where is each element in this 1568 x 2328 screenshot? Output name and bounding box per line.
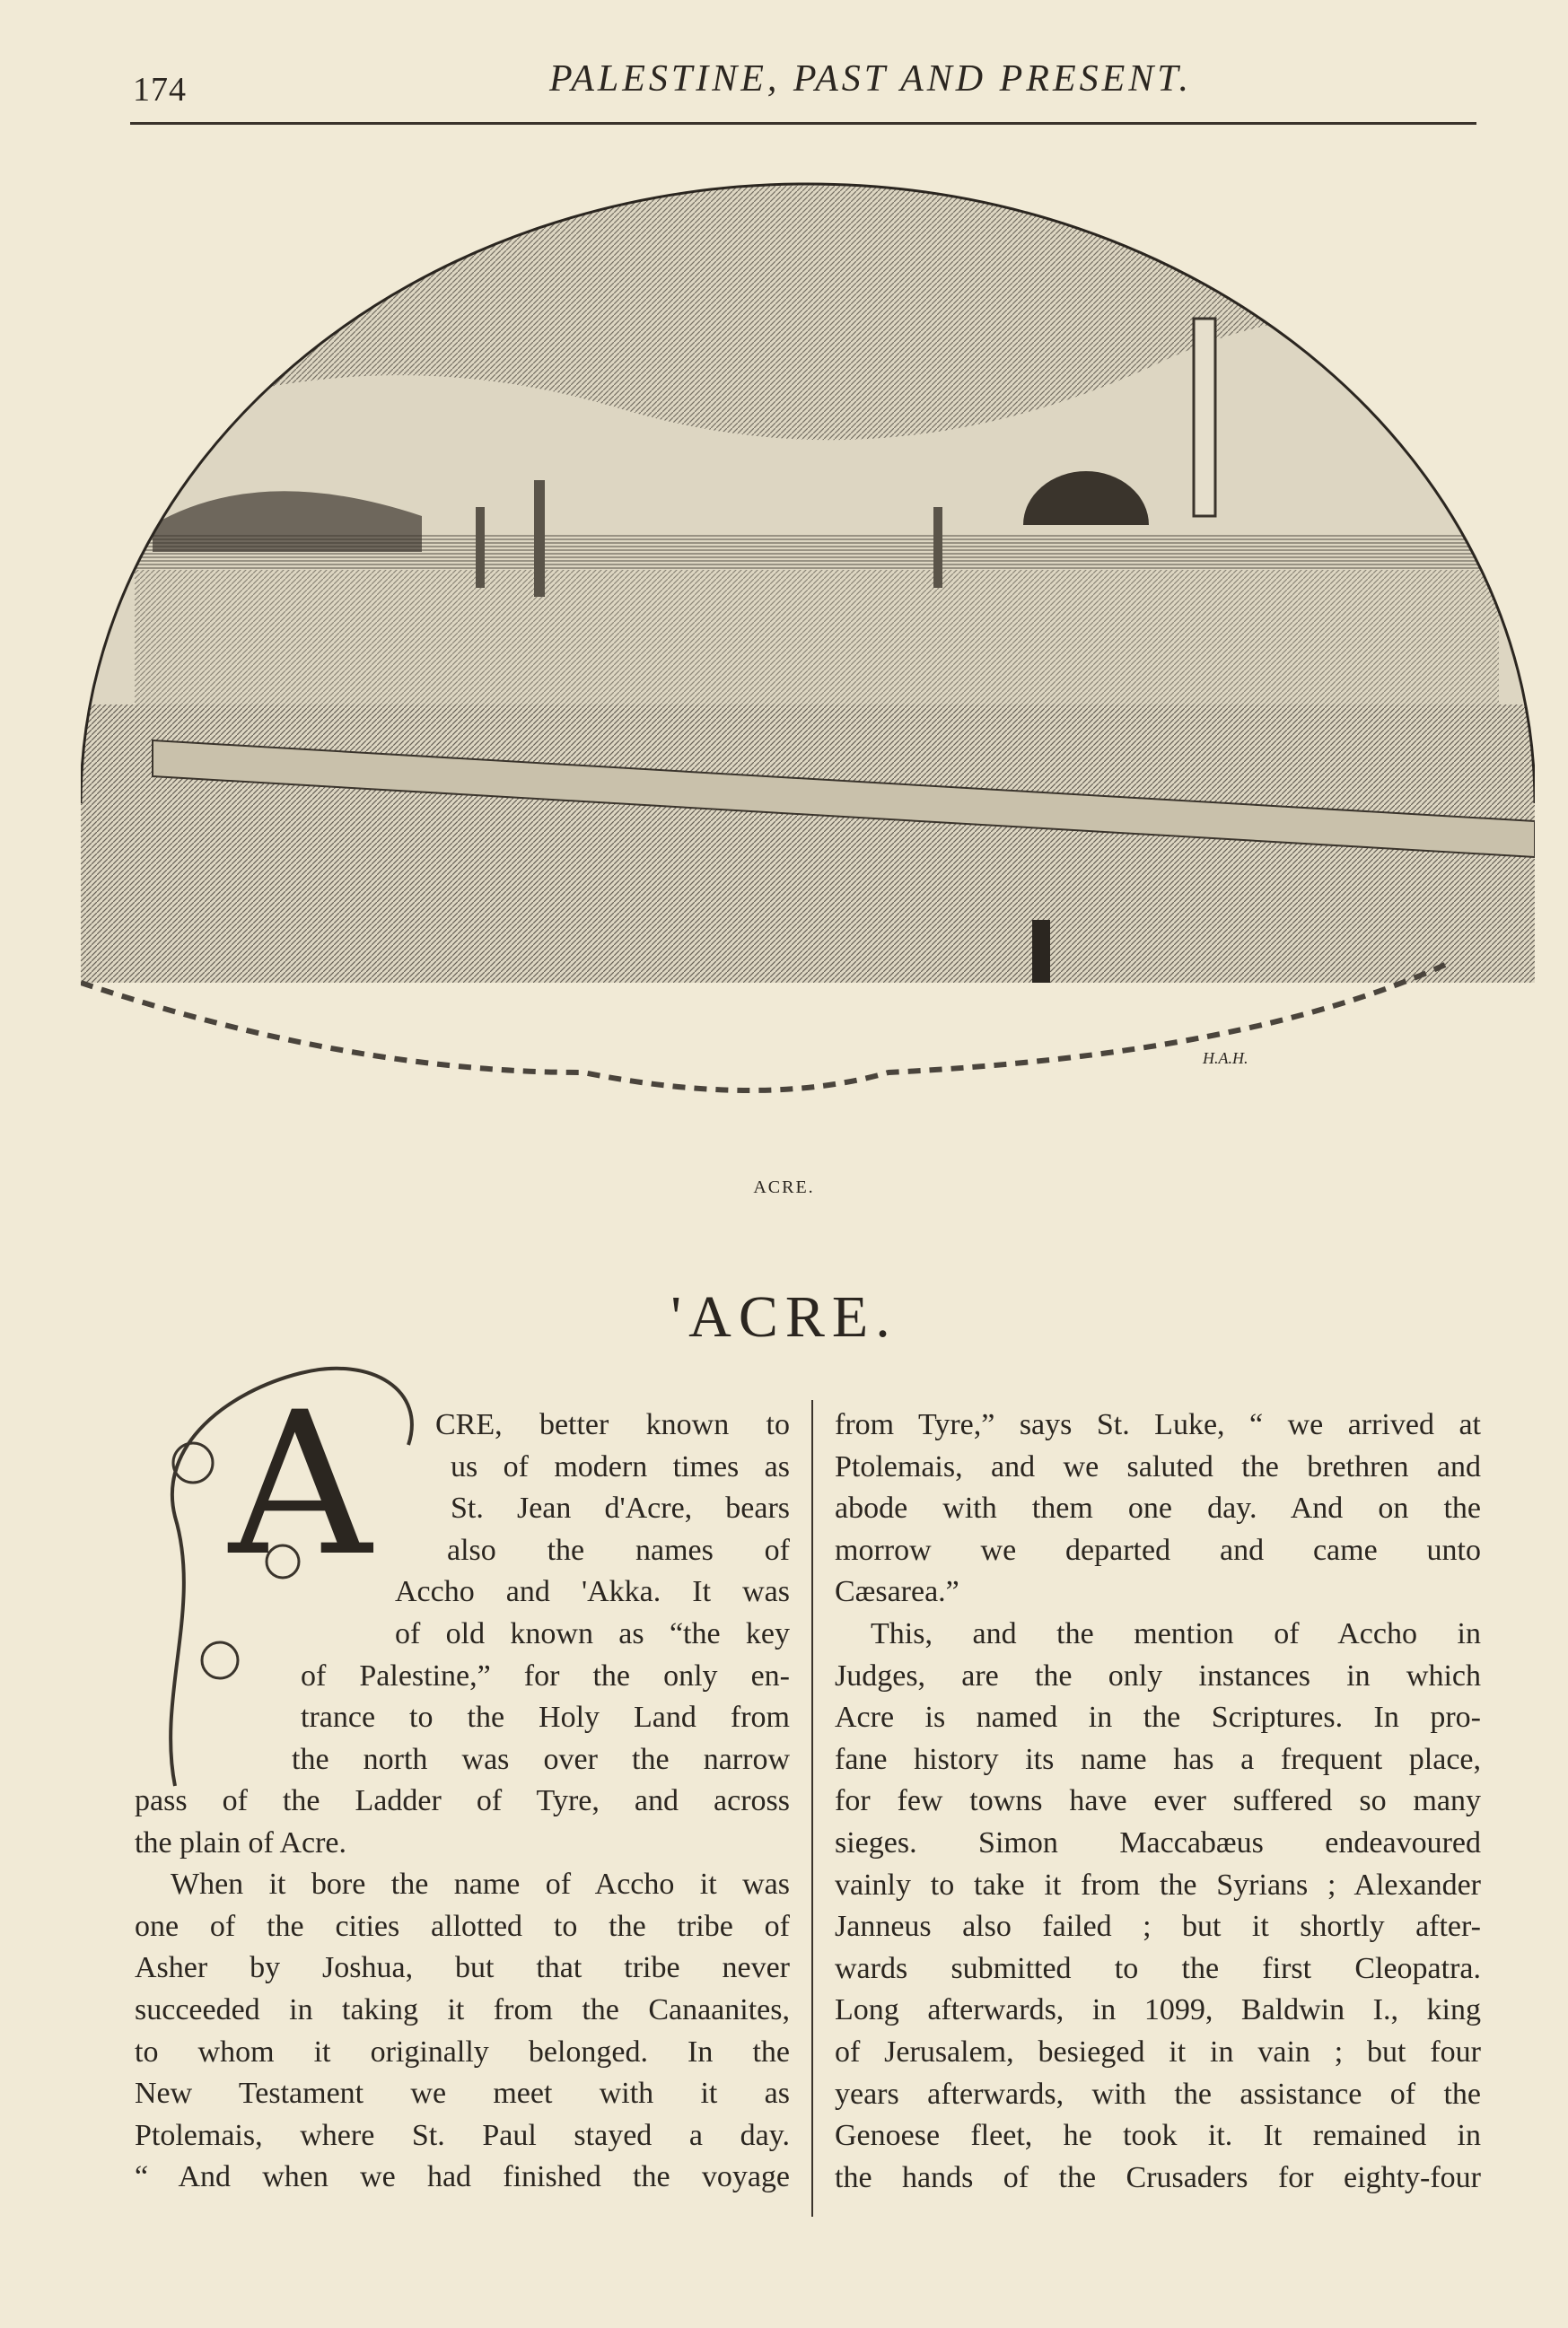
text-line: Cæsarea.”: [835, 1575, 959, 1609]
text-line: wards submitted to the first Cleopatra.: [835, 1951, 1481, 1985]
text-line: also the names of: [447, 1533, 790, 1567]
page-number: 174: [133, 71, 187, 109]
text-line: fane history its name has a frequent place,: [835, 1742, 1481, 1776]
drop-cap: A: [229, 1370, 372, 1599]
engraver-mark: H.A.H.: [1203, 1049, 1248, 1067]
text-line: Ptolemais, and we saluted the brethren and: [835, 1449, 1481, 1483]
text-line: vainly to take it from the Syrians ; Alexander: [835, 1868, 1481, 1902]
plate-caption: ACRE.: [753, 1177, 815, 1197]
text-line: to whom it originally belonged. In the: [135, 2035, 790, 2069]
text-line: succeeded in taking it from the Canaanites,: [135, 1992, 790, 2026]
text-line: sieges. Simon Maccabæus endeavoured: [835, 1825, 1481, 1860]
text-line: This, and the mention of Accho in: [871, 1616, 1481, 1650]
right-column-text: [835, 1405, 1481, 2199]
text-line: us of modern times as: [451, 1449, 790, 1483]
text-line: Long afterwards, in 1099, Baldwin I., king: [835, 1993, 1481, 2027]
text-line: St. Jean d'Acre, bears: [451, 1492, 790, 1526]
text-line: Genoese fleet, he took it. It remained in: [835, 2119, 1481, 2153]
text-line: Asher by Joshua, but that tribe never: [135, 1951, 790, 1985]
text-line: from Tyre,” says St. Luke, “ we arrived at: [835, 1408, 1481, 1441]
left-wrapped-text: [292, 1405, 790, 1781]
text-line: Acre is named in the Scriptures. In pro-: [835, 1701, 1481, 1735]
text-line: “ And when we had finished the voyage: [135, 2160, 790, 2194]
text-line: CRE, better known to: [435, 1408, 790, 1441]
text-line: of Jerusalem, besieged it in vain ; but four: [835, 2035, 1481, 2069]
text-line: abode with them one day. And on the: [835, 1492, 1481, 1526]
text-line: morrow we departed and came unto: [835, 1533, 1481, 1567]
running-head: PALESTINE, PAST AND PRESENT.: [548, 58, 1193, 100]
text-line: years afterwards, with the assistance of the: [835, 2077, 1481, 2111]
text-line: the north was over the narrow: [292, 1742, 790, 1776]
text-line: trance to the Holy Land from: [301, 1701, 790, 1735]
text-line: the plain of Acre.: [135, 1825, 347, 1860]
text-line: New Testament we meet with it as: [135, 2077, 790, 2111]
text-line: pass of the Ladder of Tyre, and across: [135, 1784, 790, 1817]
text-line: Janneus also failed ; but it shortly after-: [835, 1910, 1481, 1944]
text-line: Accho and 'Akka. It was: [395, 1575, 790, 1609]
acre-engraving: [81, 175, 1535, 1158]
text-line: When it bore the name of Accho it was: [171, 1868, 790, 1902]
text-line: Judges, are the only instances in which: [835, 1658, 1481, 1693]
text-line: of old known as “the key: [395, 1616, 790, 1650]
header-rule: [130, 122, 1476, 125]
column-rule: [811, 1400, 813, 2217]
text-line: for few towns have ever suffered so many: [835, 1784, 1481, 1818]
text-line: of Palestine,” for the only en-: [301, 1658, 790, 1693]
left-column-text: [135, 1781, 790, 2199]
article-title: 'ACRE.: [670, 1284, 898, 1350]
text-line: one of the cities allotted to the tribe of: [135, 1909, 790, 1943]
text-line: Ptolemais, where St. Paul stayed a day.: [135, 2118, 790, 2152]
text-line: the hands of the Crusaders for eighty-four: [835, 2160, 1481, 2194]
